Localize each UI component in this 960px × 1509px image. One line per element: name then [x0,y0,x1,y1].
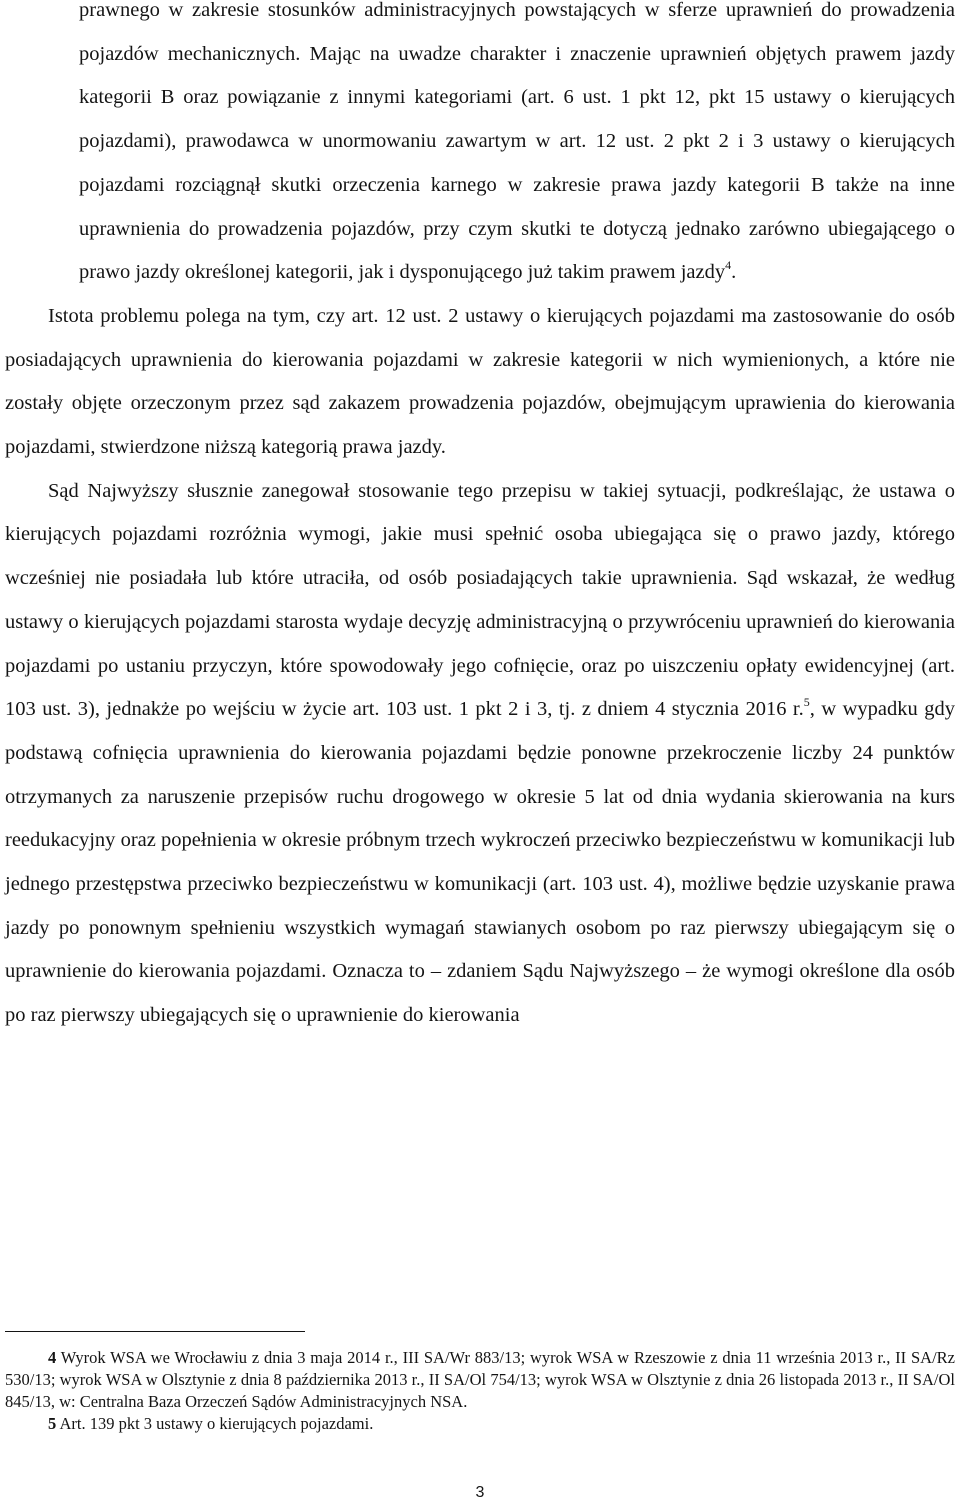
footnotes [5,1347,955,1435]
paragraph-2-text: Istota problemu polega na tym, czy art. 12 ust. 2 ustawy o kierujących pojazdami ma zastosowanie do osób posiadających uprawnienia do kierowania pojazdami w zakresie kategorii w nich wymienionych, a które nie zostały objęte orzeczonym przez sąd zakazem prowadzenia pojazdów, obejmującym uprawienia do kierowania pojazdami, stwierdzone niższą kategorią prawa jazdy. [5,304,955,459]
paragraph-3-text-a: Sąd Najwyższy słusznie zanegował stosowanie tego przepisu w takiej sytuacji, podkreślając, że ustawa o kierujących pojazdami rozróżnia wymogi, jakie musi spełnić osoba ubiegająca się o prawo jazdy, którego wcześniej nie posiadała lub które utraciła, od osób posiadających takie uprawnienia. Sąd wskazał, że według ustawy o kierujących pojazdami starosta wydaje decyzję administracyjną o przywróceniu uprawnień do kierowania pojazdami po ustaniu przyczyn, które spowodowały jego cofnięcie, oraz po uiszczeniu opłaty ewidencyjnej (art. 103 ust. 3), jednakże po wejściu w życie art. 103 ust. 1 pkt 2 i 3, tj. z dniem 4 stycznia 2016 r. [5,479,955,721]
footnote-5 [5,1413,955,1435]
body-text [5,0,955,1038]
paragraph-3 [5,470,955,1038]
footnote-5-number: 5 [48,1414,57,1433]
footnote-5-text: Art. 139 pkt 3 ustawy o kierujących pojazdami. [56,1414,374,1433]
footnote-4 [5,1347,955,1413]
paragraph-2 [5,295,955,470]
footnote-ref-4[interactable]: 4 [725,258,732,273]
footnote-4-text: Wyrok WSA we Wrocławiu z dnia 3 maja 2014 r., III SA/Wr 883/13; wyrok WSA w Rzeszowie z dnia 11 września 2013 r., II SA/Rz 530/13; wyrok WSA w Olsztynie z dnia 8 października 2013 r., II SA/Ol 754/13; wyrok WSA w Olsztynie z dnia 26 listopada 2013 r., II SA/Ol 845/13, w: Centralna Baza Orzeczeń Sądów Administracyjnych NSA. [5,1348,955,1411]
paragraph-1 [5,0,955,295]
paragraph-1-text-a: prawnego w zakresie stosunków administracyjnych powstających w sferze uprawnień do prowadzenia pojazdów mechanicznych. Mając na uwadze charakter i znaczenie uprawnień objętych prawem jazdy kategorii B oraz powiązanie z innymi kategoriami (art. 6 ust. 1 pkt 12, pkt 15 ustawy o kierujących pojazdami), prawodawca w unormowaniu zawartym w art. 12 ust. 2 pkt 2 i 3 ustawy o kierujących pojazdami rozciągnął skutki orzeczenia karnego w zakresie prawa jazdy kategorii B także na inne uprawnienia do prowadzenia pojazdów, przy czym skutki te dotyczą jednako zarówno ubiegającego o prawo jazdy określonej kategorii, jak i dysponującego już takim prawem jazdy [79,0,955,284]
page-number: 3 [475,1484,485,1501]
paragraph-1-text-b: . [731,261,737,284]
paragraph-3-text-b: , w wypadku gdy podstawą cofnięcia uprawnienia do kierowania pojazdami będzie ponowne przekroczenie liczby 24 punktów otrzymanych za naruszenie przepisów ruchu drogowego w okresie 5 lat od dnia wydania skierowania na kurs reedukacyjny oraz popełnienia w okresie próbnym trzech wykroczeń przeciwko bezpieczeństwu w komunikacji lub jednego przestępstwa przeciwko bezpieczeństwu w komunikacji (art. 103 ust. 4), możliwe będzie uzyskanie prawa jazdy po ponownym spełnieniu wszystkich wymagań stawianych osobom po raz pierwszy ubiegającym się o uprawnienie do kierowania pojazdami. Oznacza to – zdaniem Sądu Najwyższego – że wymogi określone dla osób po raz pierwszy ubiegających się o uprawnienie do kierowania [5,698,955,1027]
footnote-4-number: 4 [48,1348,57,1367]
footnote-separator [5,1331,305,1332]
footnote-ref-5[interactable]: 5 [803,695,810,710]
